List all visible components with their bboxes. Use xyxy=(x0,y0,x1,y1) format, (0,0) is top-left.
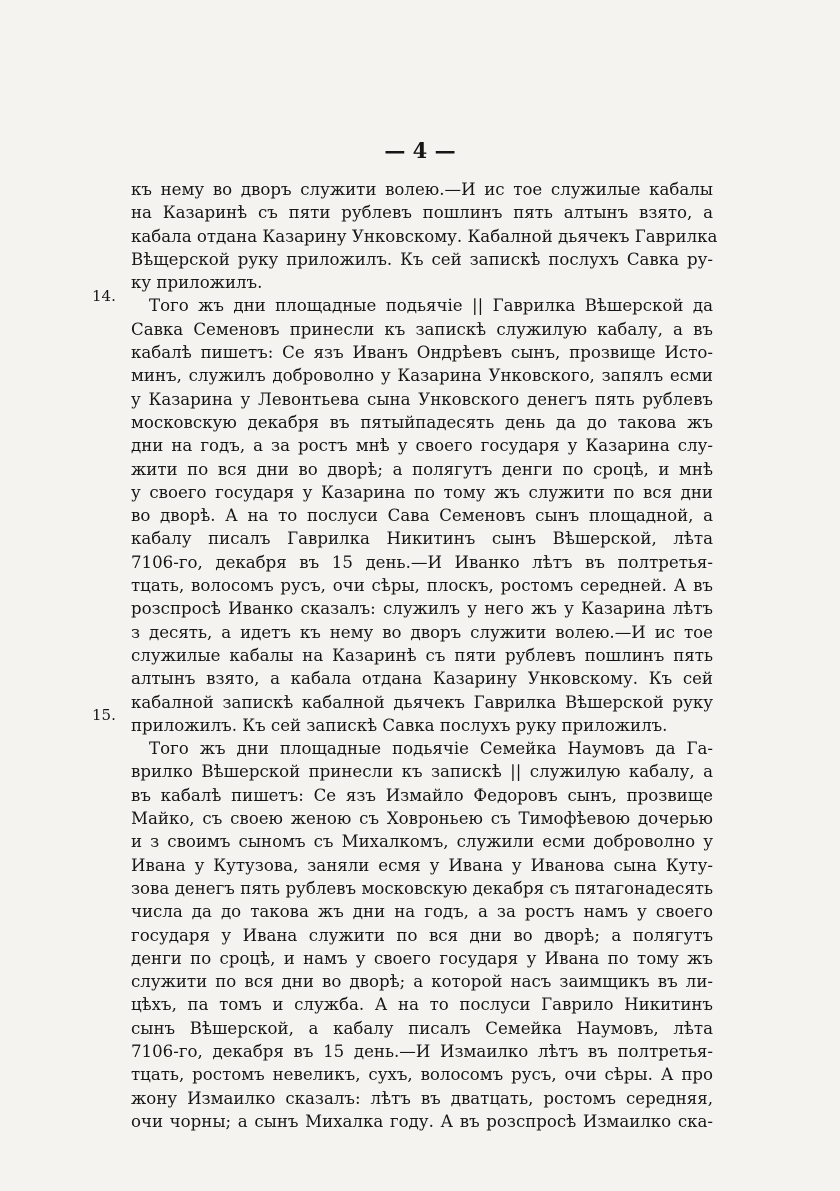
text-line: очи чорны; а сынъ Михалка году. А въ розспросѣ Измаилко ска- xyxy=(131,1111,713,1131)
text-line: з десять, а идетъ къ нему во дворъ служити волею.—И ис тое xyxy=(131,622,713,642)
text-line: цѣхъ, па томъ и служба. А на то послуси Гаврило Никитинъ xyxy=(131,995,713,1015)
text-line: розспросѣ Иванко сказалъ: служилъ у него жъ у Казарина лѣтъ xyxy=(131,599,713,619)
text-line: служилые кабалы на Казаринѣ съ пяти рублевъ пошлинъ пять xyxy=(131,645,713,665)
text-line: кабалной запискѣ кабалной дьячекъ Гаврилка Вѣшерской руку xyxy=(131,692,713,712)
text-line: врилко Вѣшерской принесли къ запискѣ || служилую кабалу, а xyxy=(131,762,713,782)
margin-note: 15. xyxy=(92,706,116,724)
text-line: у Казарина у Левонтьева сына Унковского денегъ пять рублевъ xyxy=(131,389,713,409)
text-line: Того жъ дни площадные подьячіе || Гаврилка Вѣшерской да xyxy=(149,296,713,316)
text-line: на Казаринѣ съ пяти рублевъ пошлинъ пять алтынъ взято, а xyxy=(131,203,713,223)
text-line: служити по вся дни во дворѣ; а которой насъ заимщикъ въ ли- xyxy=(131,972,713,992)
text-line: ку приложилъ. xyxy=(131,273,263,293)
text-line: числа да до такова жъ дни на годъ, а за ростъ намъ у своего xyxy=(131,902,713,922)
text-line: алтынъ взято, а кабала отдана Казарину Унковскому. Къ сей xyxy=(131,669,713,689)
text-line: минъ, служилъ доброволно у Казарина Унковского, запялъ есми xyxy=(131,366,713,386)
text-line: Того жъ дни площадные подьячіе Семейка Наумовъ да Га- xyxy=(149,739,713,759)
margin-note: 14. xyxy=(92,287,116,305)
text-line: кабалѣ пишетъ: Се язъ Иванъ Ондрѣевъ сынъ, прозвище Исто- xyxy=(131,343,713,363)
text-line: сынъ Вѣшерской, а кабалу писалъ Семейка Наумовъ, лѣта xyxy=(131,1018,713,1038)
text-line: Ивана у Кутузова, заняли есмя у Ивана у Иванова сына Куту- xyxy=(131,855,713,875)
text-line: приложилъ. Къ сей запискѣ Савка послухъ руку приложилъ. xyxy=(131,715,668,735)
text-line: въ кабалѣ пишетъ: Се язъ Измайло Федоровъ сынъ, прозвище xyxy=(131,785,713,805)
text-line: 7106-го, декабря въ 15 день.—И Иванко лѣтъ въ полтретья- xyxy=(131,552,713,572)
text-line: московскую декабря въ пятыйпадесять день да до такова жъ xyxy=(131,412,713,432)
text-line: во дворѣ. А на то послуси Сава Семеновъ сынъ площадной, а xyxy=(131,506,713,526)
text-line: Вѣщерской руку приложилъ. Къ сей запискѣ послухъ Савка ру- xyxy=(131,249,713,269)
text-line: кабалу писалъ Гаврилка Никитинъ сынъ Вѣшерской, лѣта xyxy=(131,529,713,549)
text-line: у своего государя у Казарина по тому жъ служити по вся дни xyxy=(131,482,713,502)
body-text xyxy=(131,178,718,1133)
text-line: Майко, съ своею женою съ Ховроньею съ Тимофѣевою дочерью xyxy=(131,809,713,829)
text-line: дни на годъ, а за ростъ мнѣ у своего государя у Казарина слу- xyxy=(131,436,713,456)
text-line: 7106-го, декабря въ 15 день.—И Измаилко лѣтъ въ полтретья- xyxy=(131,1041,713,1061)
text-line: тцать, ростомъ невеликъ, сухъ, волосомъ русъ, очи сѣры. А про xyxy=(131,1065,713,1085)
text-line: денги по сроцѣ, и намъ у своего государя у Ивана по тому жъ xyxy=(131,948,713,968)
text-line: жити по вся дни во дворѣ; а полягутъ денги по сроцѣ, и мнѣ xyxy=(131,459,713,479)
text-line: тцать, волосомъ русъ, очи сѣры, плоскъ, ростомъ середней. А въ xyxy=(131,576,713,596)
text-line: и з своимъ сыномъ съ Михалкомъ, служили есми доброволно у xyxy=(131,832,713,852)
text-line: зова денегъ пять рублевъ московскую декабря съ пятагонадесять xyxy=(131,878,713,898)
text-line: государя у Ивана служити по вся дни во дворѣ; а полягутъ xyxy=(131,925,713,945)
text-line: Савка Семеновъ принесли къ запискѣ служилую кабалу, а въ xyxy=(131,319,713,339)
text-line: жону Измаилко сказалъ: лѣтъ въ дватцать, ростомъ середняя, xyxy=(131,1088,713,1108)
page-number: — 4 — xyxy=(384,138,456,163)
text-line: кабала отдана Казарину Унковскому. Кабалной дьячекъ Гаврилка xyxy=(131,226,718,246)
text-line: къ нему во дворъ служити волею.—И ис тое служилые кабалы xyxy=(131,180,713,199)
